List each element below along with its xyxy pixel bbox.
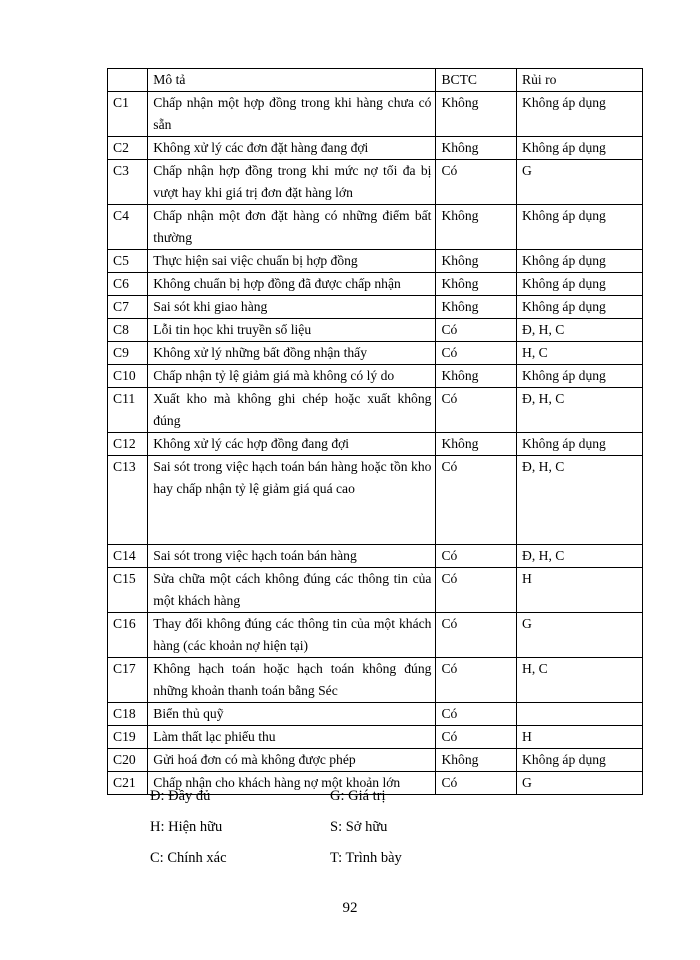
table-row [108, 137, 643, 160]
row-description: Không hạch toán hoặc hạch toán không đúng những khoản thanh toán bằng Séc [148, 658, 436, 703]
row-risk: Không áp dụng [517, 365, 643, 388]
row-description: Lỗi tin học khi truyền số liệu [148, 319, 436, 342]
table-row [108, 342, 643, 365]
legend-row [150, 813, 402, 841]
row-code: C10 [108, 365, 148, 388]
table-row [108, 296, 643, 319]
table-row [108, 568, 643, 613]
row-description: Không chuẩn bị hợp đồng đã được chấp nhận [148, 273, 436, 296]
row-risk: Không áp dụng [517, 92, 643, 137]
row-risk: Đ, H, C [517, 388, 643, 433]
row-risk: H [517, 568, 643, 613]
legend-item-g: G: Giá trị [330, 788, 386, 804]
legend-row [150, 844, 402, 872]
row-bctc: Không [436, 273, 517, 296]
row-bctc: Không [436, 749, 517, 772]
table-row [108, 658, 643, 703]
row-risk: Không áp dụng [517, 433, 643, 456]
header-risk: Rủi ro [517, 69, 643, 92]
row-bctc: Có [436, 613, 517, 658]
row-description: Xuất kho mà không ghi chép hoặc xuất không đúng [148, 388, 436, 433]
table-row [108, 365, 643, 388]
table-row [108, 160, 643, 205]
row-description: Không xử lý các đơn đặt hàng đang đợi [148, 137, 436, 160]
row-risk: Không áp dụng [517, 137, 643, 160]
header-code [108, 69, 148, 92]
row-code: C18 [108, 703, 148, 726]
row-bctc: Có [436, 319, 517, 342]
row-risk: Đ, H, C [517, 319, 643, 342]
risk-table [107, 68, 643, 795]
row-code: C12 [108, 433, 148, 456]
row-risk: H, C [517, 658, 643, 703]
row-bctc: Có [436, 545, 517, 568]
row-code: C13 [108, 456, 148, 545]
row-bctc: Không [436, 137, 517, 160]
row-description: Chấp nhận một đơn đặt hàng có những điểm bất thường [148, 205, 436, 250]
table-row [108, 749, 643, 772]
table-row [108, 319, 643, 342]
legend-item-h: H: Hiện hữu [150, 819, 223, 835]
row-risk: H, C [517, 342, 643, 365]
row-risk: Không áp dụng [517, 749, 643, 772]
row-bctc: Có [436, 772, 517, 795]
table-row [108, 250, 643, 273]
row-risk: Đ, H, C [517, 545, 643, 568]
legend-item-t: T: Trình bày [330, 850, 402, 866]
table-row [108, 726, 643, 749]
legend-row [150, 782, 402, 810]
row-bctc: Không [436, 92, 517, 137]
row-risk: H [517, 726, 643, 749]
row-code: C17 [108, 658, 148, 703]
row-risk: Không áp dụng [517, 296, 643, 319]
row-bctc: Không [436, 365, 517, 388]
row-description: Thực hiện sai việc chuẩn bị hợp đồng [148, 250, 436, 273]
table-row [108, 433, 643, 456]
header-description: Mô tả [148, 69, 436, 92]
row-description: Chấp nhận hợp đồng trong khi mức nợ tối đa bị vượt hay khi giá trị đơn đặt hàng lớn [148, 160, 436, 205]
row-description: Không xử lý các hợp đồng đang đợi [148, 433, 436, 456]
table-row [108, 613, 643, 658]
row-bctc: Có [436, 658, 517, 703]
row-code: C1 [108, 92, 148, 137]
page-number: 92 [342, 900, 358, 916]
row-description: Không xử lý những bất đồng nhận thấy [148, 342, 436, 365]
row-code: C15 [108, 568, 148, 613]
row-code: C3 [108, 160, 148, 205]
row-code: C6 [108, 273, 148, 296]
row-risk: Không áp dụng [517, 273, 643, 296]
row-bctc: Không [436, 433, 517, 456]
table-row [108, 388, 643, 433]
table-row [108, 456, 643, 545]
row-bctc: Có [436, 388, 517, 433]
legend-item-c: C: Chính xác [150, 850, 227, 866]
row-description: Sai sót khi giao hàng [148, 296, 436, 319]
row-code: C8 [108, 319, 148, 342]
row-description: Sai sót trong việc hạch toán bán hàng hoặc tồn kho hay chấp nhận tỷ lệ giảm giá quá cao [148, 456, 436, 545]
row-code: C14 [108, 545, 148, 568]
row-description: Thay đổi không đúng các thông tin của một khách hàng (các khoản nợ hiện tại) [148, 613, 436, 658]
row-code: C9 [108, 342, 148, 365]
row-risk: G [517, 613, 643, 658]
row-code: C4 [108, 205, 148, 250]
row-bctc: Có [436, 342, 517, 365]
row-code: C19 [108, 726, 148, 749]
row-risk: Đ, H, C [517, 456, 643, 545]
row-code: C7 [108, 296, 148, 319]
row-description: Sai sót trong việc hạch toán bán hàng [148, 545, 436, 568]
row-code: C20 [108, 749, 148, 772]
table-row [108, 205, 643, 250]
row-code: C21 [108, 772, 148, 795]
row-code: C2 [108, 137, 148, 160]
row-description: Làm thất lạc phiếu thu [148, 726, 436, 749]
row-risk: G [517, 160, 643, 205]
table-row [108, 545, 643, 568]
legend-item-s: S: Sở hữu [330, 819, 388, 835]
table-row [108, 703, 643, 726]
row-code: C5 [108, 250, 148, 273]
row-bctc: Có [436, 703, 517, 726]
row-bctc: Có [436, 160, 517, 205]
row-description: Chấp nhận cho khách hàng nợ một khoản lớn [148, 772, 436, 795]
row-code: C11 [108, 388, 148, 433]
row-bctc: Có [436, 456, 517, 545]
row-code: C16 [108, 613, 148, 658]
table-header-row [108, 69, 643, 92]
row-description: Sửa chữa một cách không đúng các thông tin của một khách hàng [148, 568, 436, 613]
row-description: Biển thủ quỹ [148, 703, 436, 726]
table-row [108, 92, 643, 137]
row-risk: Không áp dụng [517, 250, 643, 273]
row-risk: G [517, 772, 643, 795]
table-row [108, 273, 643, 296]
row-bctc: Không [436, 250, 517, 273]
row-description: Chấp nhận một hợp đồng trong khi hàng chưa có sẵn [148, 92, 436, 137]
row-risk [517, 703, 643, 726]
row-bctc: Có [436, 568, 517, 613]
row-bctc: Không [436, 296, 517, 319]
row-description: Gửi hoá đơn có mà không được phép [148, 749, 436, 772]
row-risk: Không áp dụng [517, 205, 643, 250]
risk-legend [150, 782, 402, 875]
row-description: Chấp nhận tỷ lệ giảm giá mà không có lý do [148, 365, 436, 388]
legend-item-d: Đ: Đầy đủ [150, 788, 211, 804]
row-bctc: Có [436, 726, 517, 749]
row-bctc: Không [436, 205, 517, 250]
header-bctc: BCTC [436, 69, 517, 92]
